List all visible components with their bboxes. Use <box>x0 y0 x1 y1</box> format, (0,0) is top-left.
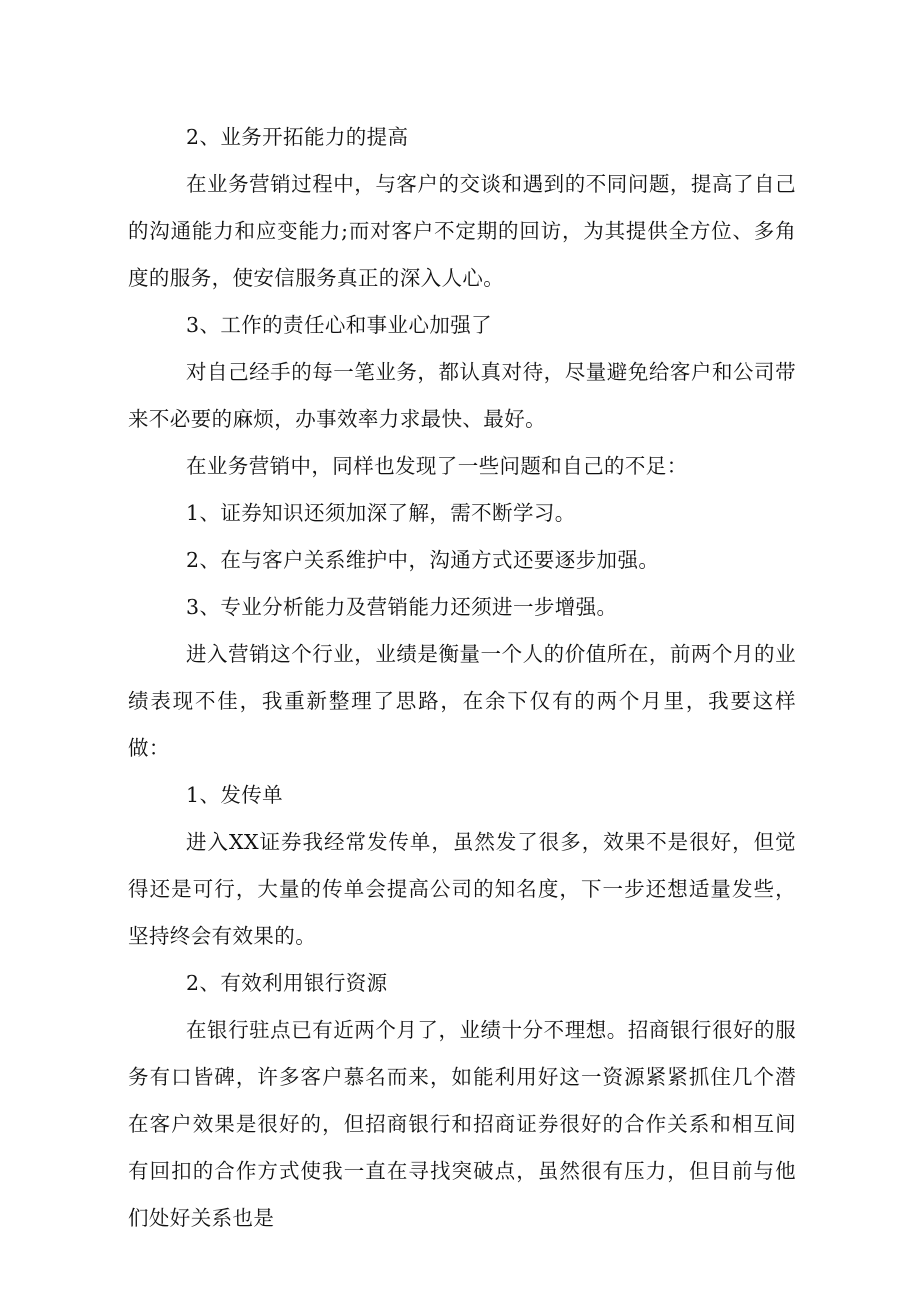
body-paragraph: 进入营销这个行业，业绩是衡量一个人的价值所在，前两个月的业绩表现不佳，我重新整理了思路，在余下仅有的两个月里，我要这样做： <box>128 642 796 760</box>
section-heading: 2、有效利用银行资源 <box>186 971 388 995</box>
body-paragraph: 在业务营销中，同样也发现了一些问题和自己的不足： <box>186 454 688 478</box>
body-paragraph: 在银行驻点已有近两个月了，业绩十分不理想。招商银行很好的服务有口皆碑，许多客户慕名而来，如能利用好这一资源紧紧抓住几个潜在客户效果是很好的，但招商银行和招商证券很好的合作关系和相互间有回扣的合作方式使我一直在寻找突破点，虽然很有压力，但目前与他们处好关系也是 <box>128 1018 796 1230</box>
list-item: 3、专业分析能力及营销能力还须进一步增强。 <box>186 595 618 619</box>
list-item: 1、证券知识还须加深了解，需不断学习。 <box>186 501 576 525</box>
document-body <box>128 114 796 1242</box>
section-heading: 2、业务开拓能力的提高 <box>186 125 409 149</box>
list-item: 2、在与客户关系维护中，沟通方式还要逐步加强。 <box>186 548 660 572</box>
section-heading: 1、发传单 <box>186 783 284 807</box>
body-paragraph: 在业务营销过程中，与客户的交谈和遇到的不同问题，提高了自己的沟通能力和应变能力;而对客户不定期的回访，为其提供全方位、多角度的服务，使安信服务真正的深入人心。 <box>128 172 796 290</box>
body-paragraph: 对自己经手的每一笔业务，都认真对待，尽量避免给客户和公司带来不必要的麻烦，办事效率力求最快、最好。 <box>128 360 796 431</box>
body-paragraph: 进入XX证券我经常发传单，虽然发了很多，效果不是很好，但觉得还是可行，大量的传单会提高公司的知名度，下一步还想适量发些，坚持终会有效果的。 <box>128 830 796 948</box>
section-heading: 3、工作的责任心和事业心加强了 <box>186 313 493 337</box>
